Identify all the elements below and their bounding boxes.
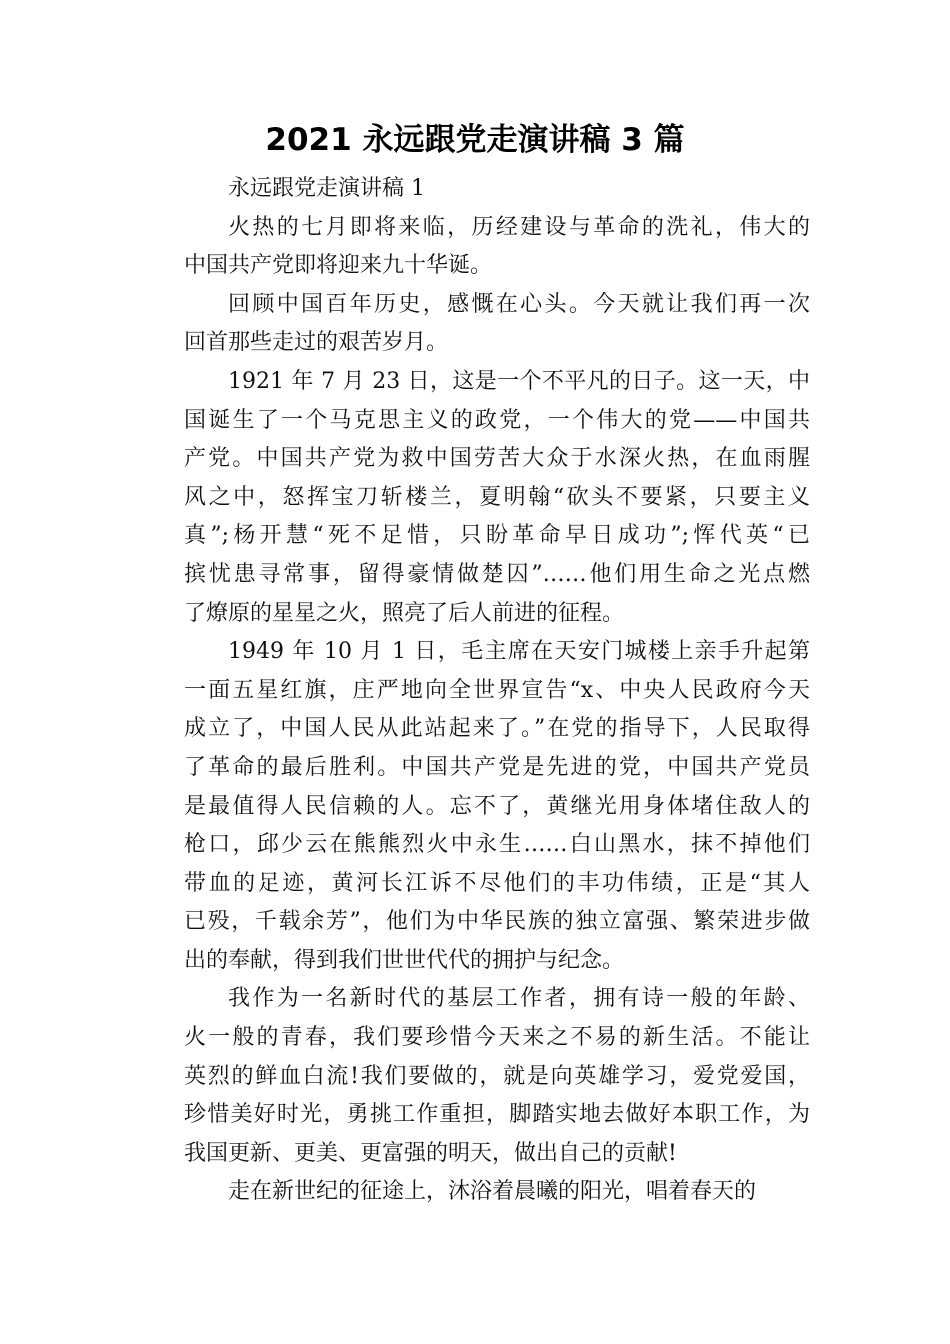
paragraph-line: 珍惜美好时光，勇挑工作重担，脚踏实地去做好本职工作，为: [184, 1102, 810, 1128]
paragraph-line: 国诞生了一个马克思主义的政党，一个伟大的党——中国共: [184, 407, 810, 433]
paragraph-line: 枪口，邱少云在熊熊烈火中永生……白山黑水，抹不掉他们: [184, 832, 810, 858]
body-paragraph: [140, 980, 810, 1173]
body-paragraph: [140, 286, 810, 363]
paragraph-line: 火热的七月即将来临，历经建设与革命的洗礼，伟大的: [228, 214, 810, 240]
paragraph-line: 我国更新、更美、更富强的明天，做出自己的贡献!: [184, 1140, 677, 1166]
subtitle-line: 永远跟党走演讲稿 1: [228, 176, 425, 201]
body-paragraph: [140, 209, 810, 286]
body-paragraph: [140, 633, 810, 980]
document-body: [140, 170, 810, 1212]
paragraph-line: 一面五星红旗，庄严地向全世界宣告“x、中央人民政府今天: [184, 677, 810, 703]
body-paragraph: [140, 1173, 810, 1212]
paragraph-line: 走在新世纪的征途上，沐浴着晨曦的阳光，唱着春天的: [228, 1179, 757, 1205]
paragraph-line: 我作为一名新时代的基层工作者，拥有诗一般的年龄、: [228, 986, 810, 1012]
paragraph-line: 带血的足迹，黄河长江诉不尽他们的丰功伟绩，正是“其人: [184, 870, 810, 896]
paragraph-line: 真”;杨开慧“死不足惜，只盼革命早日成功”;恽代英“已: [184, 523, 810, 549]
paragraph-list: [140, 209, 810, 1212]
paragraph-line: 成立了，中国人民从此站起来了。”在党的指导下，人民取得: [184, 716, 810, 742]
paragraph-line: 产党。中国共产党为救中国劳苦大众于水深火热，在血雨腥: [184, 446, 810, 472]
paragraph-line: 中国共产党即将迎来九十华诞。: [184, 253, 493, 279]
paragraph-line: 回顾中国百年历史，感慨在心头。今天就让我们再一次: [228, 291, 810, 317]
paragraph-line: 火一般的青春，我们要珍惜今天来之不易的新生活。不能让: [184, 1025, 810, 1051]
paragraph-line: 1921 年 7 月 23 日，这是一个不平凡的日子。这一天，中: [228, 368, 810, 394]
paragraph-line: 了燎原的星星之火，照亮了后人前进的征程。: [184, 600, 625, 626]
document-title: 2021 永远跟党走演讲稿 3 篇: [265, 122, 685, 158]
subtitle-paragraph: [140, 170, 810, 209]
paragraph-line: 已殁，千载余芳”，他们为中华民族的独立富强、繁荣进步做: [184, 909, 810, 935]
paragraph-line: 出的奉献，得到我们世世代代的拥护与纪念。: [184, 947, 625, 973]
paragraph-line: 了革命的最后胜利。中国共产党是先进的党，中国共产党员: [184, 754, 810, 780]
paragraph-line: 风之中，怒挥宝刀斩楼兰，夏明翰“砍头不要紧，只要主义: [184, 484, 810, 510]
paragraph-line: 摈忧患寻常事，留得豪情做楚囚”……他们用生命之光点燃: [184, 561, 810, 587]
paragraph-line: 英烈的鲜血白流!我们要做的，就是向英雄学习，爱党爱国，: [184, 1063, 810, 1089]
body-paragraph: [140, 363, 810, 633]
paragraph-line: 回首那些走过的艰苦岁月。: [184, 330, 449, 356]
paragraph-line: 是最值得人民信赖的人。忘不了，黄继光用身体堵住敌人的: [184, 793, 810, 819]
paragraph-line: 1949 年 10 月 1 日，毛主席在天安门城楼上亲手升起第: [228, 639, 810, 665]
